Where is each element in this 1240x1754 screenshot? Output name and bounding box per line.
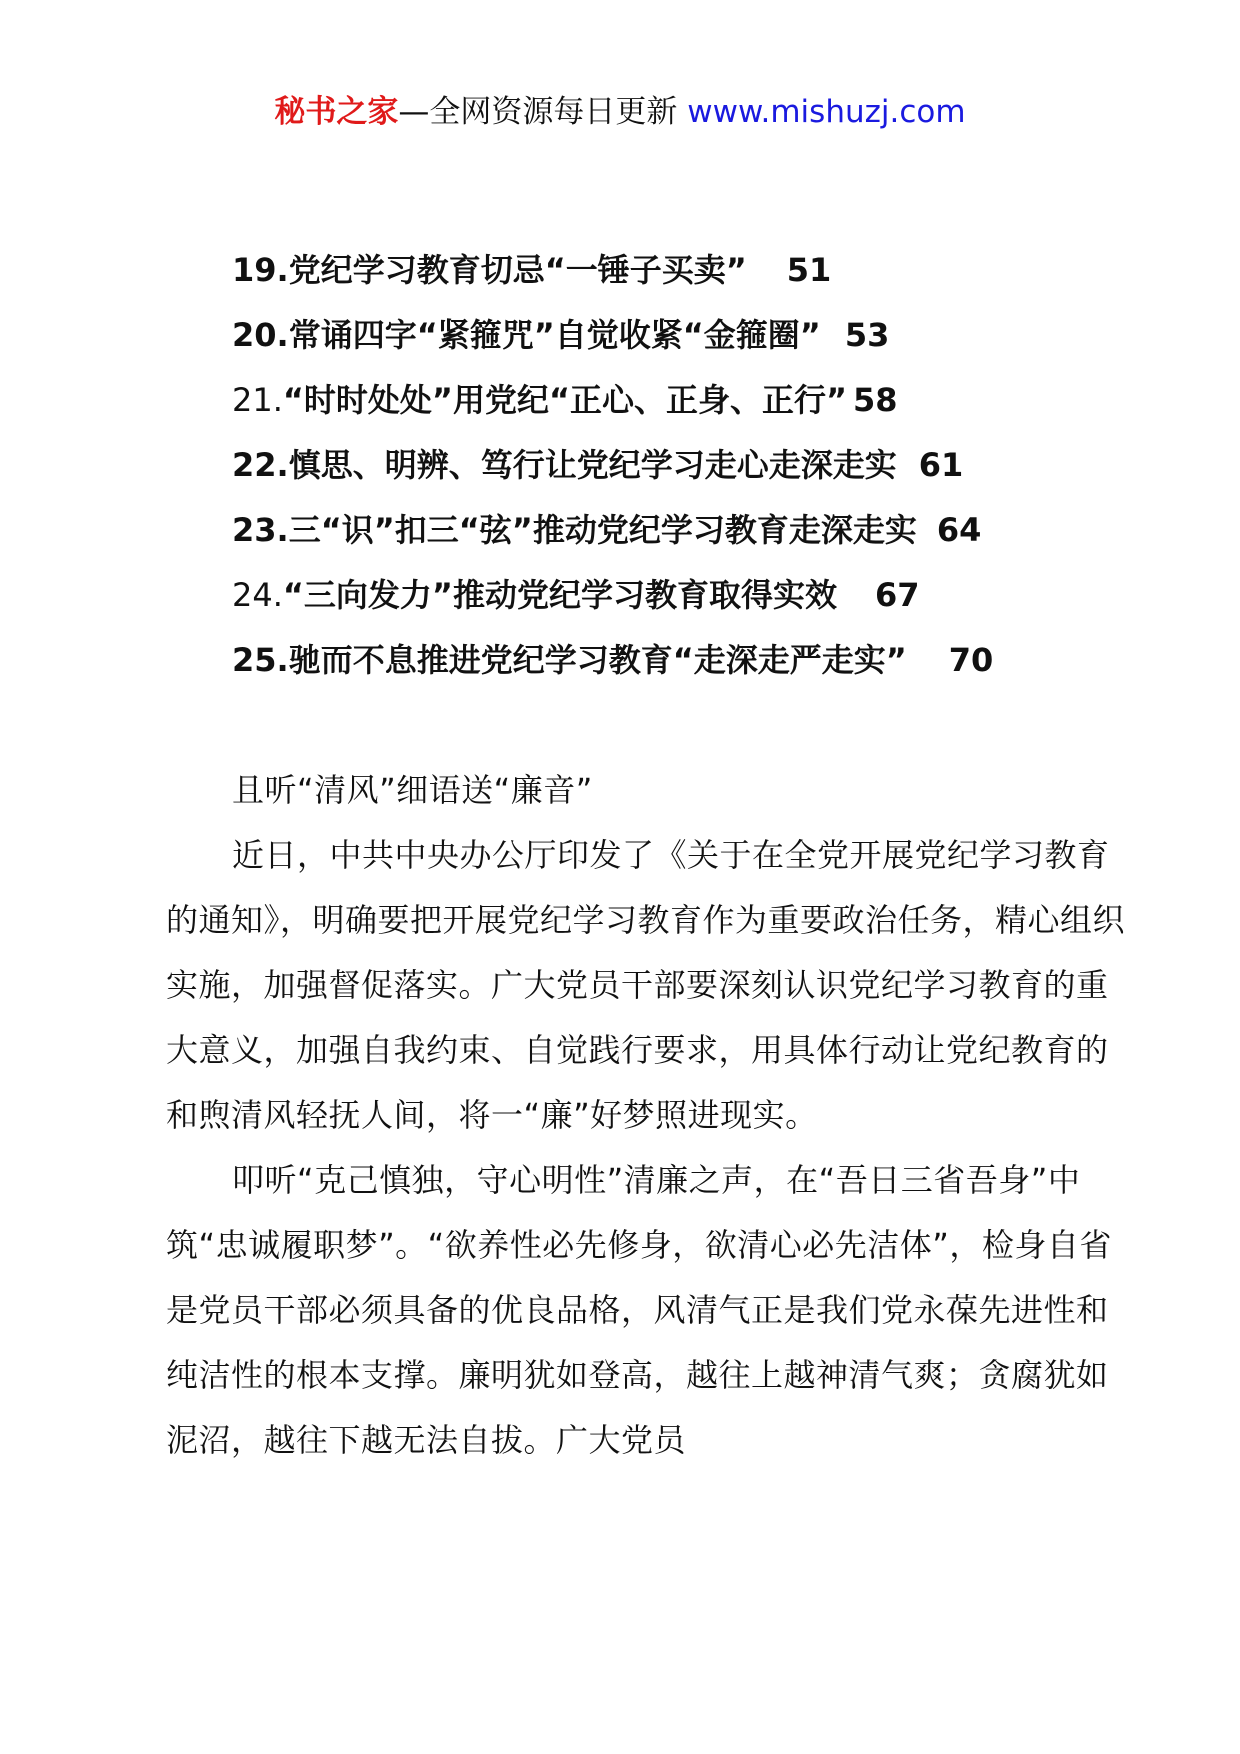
toc-entry-title: 慎思、明辨、笃行让党纪学习走心走深走实 (288, 446, 897, 484)
toc-entry-page-number: 67 (874, 576, 920, 614)
toc-entry-number: 21. (232, 381, 283, 419)
toc-entry-page-number: 64 (936, 511, 982, 549)
toc-entry[interactable] (232, 628, 1092, 693)
toc-entry-title: “三向发力”推动党纪学习教育取得实效 (282, 576, 837, 614)
toc-entry-page-number: 61 (918, 446, 964, 484)
toc-entry-number: 20. (232, 316, 289, 354)
table-of-contents (232, 238, 1092, 693)
brand-name: 秘书之家 (274, 94, 399, 130)
toc-entry-page-number: 58 (853, 381, 898, 419)
site-header (0, 92, 1240, 132)
toc-entry-title: 党纪学习教育切忌“一锤子买卖” (288, 251, 747, 289)
toc-entry-title: “时时处处”用党纪“正心、正身、正行” (282, 381, 848, 419)
header-tagline: —全网资源每日更新 (398, 94, 688, 130)
toc-entry-number: 22. (232, 446, 289, 484)
site-url-link[interactable]: www.mishuzj.com (687, 94, 966, 130)
toc-entry-number: 24. (232, 576, 283, 614)
toc-entry[interactable] (232, 368, 1092, 433)
toc-entry[interactable] (232, 498, 1092, 563)
toc-entry[interactable] (232, 238, 1092, 303)
toc-entry-number: 23. (232, 511, 289, 549)
toc-entry[interactable] (232, 433, 1092, 498)
toc-entry-title: 常诵四字“紧箍咒”自觉收紧“金箍圈” (288, 316, 821, 354)
toc-entry[interactable] (232, 303, 1092, 368)
article-paragraph: 近日，中共中央办公厅印发了《关于在全党开展党纪学习教育的通知》，明确要把开展党纪学习教育作为重要政治任务，精心组织实施，加强督促落实。广大党员干部要深刻认识党纪学习教育的重大意义，加强自我约束、自觉践行要求，用具体行动让党纪教育的和煦清风轻抚人间，将一“廉”好梦照进现实。 (166, 836, 1126, 1134)
toc-entry-title: 驰而不息推进党纪学习教育“走深走严走实” (288, 641, 907, 679)
toc-entry-page-number: 70 (948, 641, 994, 679)
toc-entry-number: 25. (232, 641, 289, 679)
toc-entry-number: 19. (232, 251, 289, 289)
article-body (166, 758, 1126, 1473)
toc-entry-page-number: 51 (786, 251, 832, 289)
article-title: 且听“清风”细语送“廉音” (232, 771, 593, 809)
toc-entry-page-number: 53 (844, 316, 890, 354)
article-paragraph: 叩听“克己慎独，守心明性”清廉之声，在“吾日三省吾身”中筑“忠诚履职梦”。“欲养性必先修身，欲清心必先洁体”，检身自省是党员干部必须具备的优良品格，风清气正是我们党永葆先进性和纯洁性的根本支撑。廉明犹如登高，越往上越神清气爽；贪腐犹如泥沼，越往下越无法自拔。广大党员 (166, 1161, 1112, 1459)
toc-entry[interactable] (232, 563, 1092, 628)
toc-entry-title: 三“识”扣三“弦”推动党纪学习教育走深走实 (288, 511, 917, 549)
